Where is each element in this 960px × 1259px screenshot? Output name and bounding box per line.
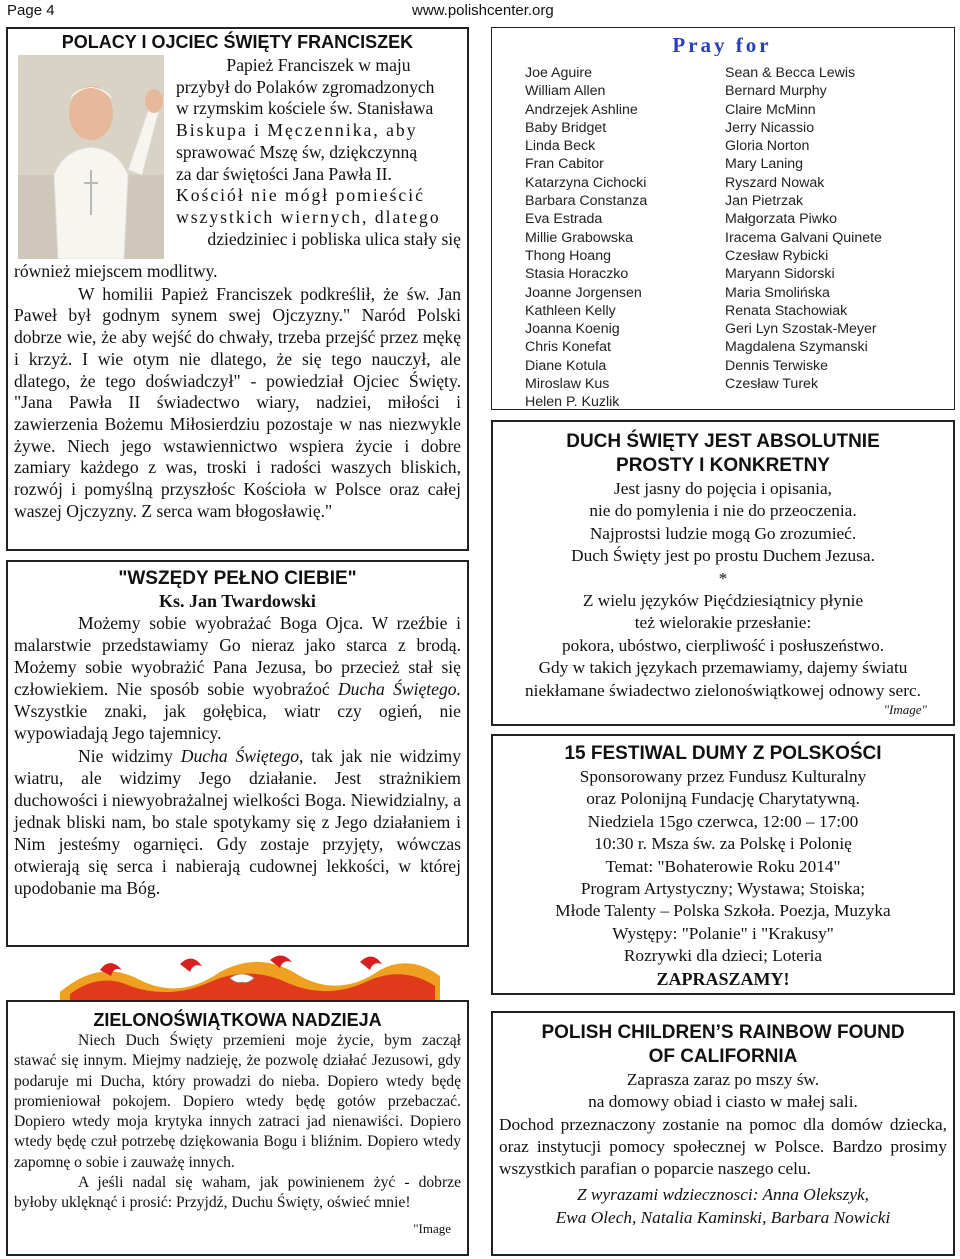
prayer-name: Miroslaw Kus bbox=[525, 376, 610, 393]
pray-for-box bbox=[491, 27, 955, 410]
pope-line: dziedziniec i pobliska ulica stały się bbox=[207, 228, 461, 249]
duch-line: pokora, ubóstwo, cierpliwość i posłuszeństwo. bbox=[561, 635, 885, 655]
prayer-name: Sean & Becca Lewis bbox=[725, 65, 856, 81]
prayer-name: Jerry Nicassio bbox=[725, 119, 815, 136]
pope-article bbox=[6, 27, 469, 551]
prayer-name: Bernard Murphy bbox=[725, 83, 827, 100]
duch-title-line-1: DUCH ŚWIĘTY JEST ABSOLUTNIE bbox=[566, 431, 880, 452]
pope-line: Biskupa i Męczennika, aby bbox=[176, 120, 418, 141]
duch-line: Duch Święty jest po prostu Duchem Jezusa. bbox=[571, 546, 875, 566]
svg-text:Pray for: Pray for bbox=[672, 34, 772, 56]
prayer-name: Barbara Constanza bbox=[525, 193, 648, 210]
prayer-name: Stasia Horaczko bbox=[525, 266, 629, 283]
duch-line: nie do pomylenia i nie do przeoczenia. bbox=[589, 501, 857, 521]
prayer-name: Katarzyna Cichocki bbox=[525, 174, 647, 191]
pope-line: przybył do Polaków zgromadzonych bbox=[176, 76, 435, 97]
wszedzie-title: "WSZĘDY PEŁNO CIEBIE" bbox=[118, 568, 357, 589]
rainbow-line: Zaprasza zaraz po mszy św. bbox=[626, 1070, 820, 1089]
festiwal-line: Niedziela 15go czerwca, 12:00 – 17:00 bbox=[587, 811, 859, 831]
prayer-name: Magdalena Szymanski bbox=[725, 339, 868, 356]
duch-line: Najprostsi ludzie mogą Go zrozumieć. bbox=[589, 523, 857, 543]
prayer-name: Kathleen Kelly bbox=[525, 302, 616, 319]
prayer-name: Linda Beck bbox=[525, 138, 596, 155]
prayer-name: Baby Bridget bbox=[525, 119, 607, 136]
rainbow-title-line-2: OF CALIFORNIA bbox=[648, 1046, 798, 1067]
pray-for-logo bbox=[642, 34, 802, 56]
duch-swiety-box bbox=[491, 420, 955, 726]
pope-line: za dar świętości Jana Pawła II. bbox=[176, 163, 392, 184]
prayer-name: Iracema Galvani Quinete bbox=[725, 229, 882, 246]
rainbow-body: Dochod przeznaczony zostanie na pomoc dla domów dziecka, oraz instytucji pomocy społecznej w Polsce. Bardzo prosimy wszystkich parafian o poparcie naszego celu. bbox=[499, 1114, 947, 1179]
prayer-name: Chris Konefat bbox=[525, 339, 611, 356]
wszedzie-article bbox=[6, 560, 469, 947]
website-link[interactable]: www.polishcenter.org bbox=[412, 2, 554, 19]
pope-line: w rzymskim kościele św. Stanisława bbox=[176, 98, 434, 119]
festiwal-line: Młode Talenty – Polska Szkoła. Poezja, Muzyka bbox=[555, 901, 891, 921]
prayer-name: Jan Pietrzak bbox=[725, 193, 804, 210]
prayer-name: Maryann Sidorski bbox=[725, 266, 835, 283]
pope-photo bbox=[18, 55, 164, 259]
prayer-name: Thong Hoang bbox=[525, 247, 611, 264]
rainbow-thanks-line: Z wyrazami wdziecznosci: Anna Olekszyk, bbox=[577, 1185, 869, 1205]
prayer-name: Joanna Koenig bbox=[525, 321, 620, 338]
rainbow-line: na domowy obiad i ciasto w małej sali. bbox=[588, 1092, 858, 1112]
prayer-name: Mary Laning bbox=[725, 156, 804, 173]
prayer-name: Maria Smolińska bbox=[725, 284, 830, 301]
duch-line: Jest jasny do pojęcia i opisania, bbox=[614, 479, 832, 498]
festiwal-line: Rozrywki dla dzieci; Loteria bbox=[623, 946, 823, 966]
prayer-name: Ryszard Nowak bbox=[725, 174, 825, 191]
duch-lines bbox=[497, 478, 949, 702]
prayer-name: Czesław Rybicki bbox=[725, 247, 829, 264]
zielonoswiatkowa-title: ZIELONOŚWIĄTKOWA NADZIEJA bbox=[93, 1010, 382, 1030]
prayer-name: Dennis Terwiske bbox=[725, 357, 829, 374]
prayer-name: Geri Lyn Szostak-Meyer bbox=[725, 321, 877, 338]
festiwal-line: Występy: "Polanie" i "Krakusy" bbox=[612, 923, 834, 943]
prayer-name: Eva Estrada bbox=[525, 211, 603, 228]
festiwal-line: Temat: "Bohaterowie Roku 2014" bbox=[605, 856, 841, 876]
festiwal-closing: ZAPRASZAMY! bbox=[656, 968, 790, 989]
duch-line: Gdy w takich językach przemawiamy, dajemy światu bbox=[538, 658, 908, 678]
festiwal-title: 15 FESTIWAL DUMY Z POLSKOŚCI bbox=[564, 743, 882, 764]
pope-homily-paragraph: W homilii Papież Franciszek podkreślił, że św. Jan Paweł był godnym synem swej Ojczyzny." Naród Polski dobrze wie, że aby wejść do chwały, trzeba przejść przez mękę i krzyż. I wie otym nie dlatego, że się tego nauczył, ale dlatego, że tego doświadczył" - powiedział Ojciec Święty. "Jana Pawła II świadectwo wiary, nadziei, miłości i zawierzenia Bożemu Miłosierdziu pozostaje w nas niezwykle żywe. Niech jego wstawiennictwo wspiera życie i dobre zamiary każdego z was, troski i radości waszych bliskich, rozwój i pomyślną przyszłośc Kościoła w Polsce oraz całej waszej Ojczyzny. Z serca wam błogosławię." bbox=[14, 283, 461, 521]
zielonoswiatkowa-paragraph-1: Niech Duch Święty przemieni moje życie, bym zaczął stawać się innym. Miejmy nadzieję, że pozwolę działać Jezusowi, gdy podaruje mi Ducha, który prowadzi do nieba. Dopiero wtedy będę promieniował pokojem. Dopiero wtedy będę gotów przebaczać. Dopiero wtedy moja krytyka innych zatraci jad nienawiści. Dopiero wtedy będę czuł potrzebę dziękowania Bogu i bliźnim. Dopiero wtedy zapomnę o sobie i zauważę innych. bbox=[14, 1032, 461, 1171]
page-number: Page 4 bbox=[7, 2, 55, 19]
pope-paragraph-end: również miejscem modlitwy. bbox=[14, 261, 218, 281]
wszedzie-paragraph-1: Możemy sobie wyobrażać Boga Ojca. W rzeźbie i malarstwie przedstawiamy Go nieraz jako starca z brodą. Możemy sobie wyobrażić Pana Jezusa, bo przecież stał się człowiekiem. Nie sposób sobie wyobraźoć Ducha Świętego. Wszystkie znaki, jak gołębica, wiatr czy ogień, nie wypowiadają Jego tajemnicy. bbox=[14, 613, 461, 744]
wszedzie-author: Ks. Jan Twardowski bbox=[159, 591, 316, 611]
prayer-name: Millie Grabowska bbox=[525, 229, 634, 246]
rainbow-thanks-line: Ewa Olech, Natalia Kaminski, Barbara Nowicki bbox=[555, 1207, 891, 1227]
prayer-names-left bbox=[525, 64, 647, 412]
prayer-name: Małgorzata Piwko bbox=[725, 211, 837, 228]
prayer-name: Andrzejek Ashline bbox=[525, 101, 638, 118]
image-note: "Image bbox=[413, 1220, 451, 1236]
prayer-names-right bbox=[725, 64, 882, 393]
prayer-name: William Allen bbox=[525, 83, 606, 100]
prayer-name: Gloria Norton bbox=[725, 138, 810, 155]
rainbow-box bbox=[491, 1011, 955, 1256]
image-note: "Image" bbox=[883, 702, 927, 718]
rainbow-title-line-1: POLISH CHILDREN’S RAINBOW FOUND bbox=[541, 1022, 905, 1043]
zielonoswiatkowa-article bbox=[6, 1000, 469, 1256]
pope-article-title: POLACY I OJCIEC ŚWIĘTY FRANCISZEK bbox=[61, 32, 414, 52]
festiwal-line: Program Artystyczny; Wystawa; Stoiska; bbox=[580, 879, 866, 899]
prayer-name: Joe Aguire bbox=[525, 65, 593, 81]
duch-line: też wielorakie przesłanie: bbox=[634, 613, 812, 633]
duch-line: * bbox=[718, 568, 728, 588]
festiwal-box bbox=[491, 734, 955, 995]
prayer-name: Fran Cabitor bbox=[525, 156, 604, 173]
wszedzie-paragraph-2: Nie widzimy Ducha Świętego, tak jak nie widzimy wiatru, ale widzimy Jego działanie. Jest strażnikiem duchowości i niewyobrażalnej wielkości Boga. Niewidzialny, a jednak bliski nam, bo stale spotykamy się z Jego działaniem i Nim jesteśmy ogarnięci. Gdy zostaje przyjęty, wówczas otwierają się serca i nabierają cudownej lekkości, w której upodobanie ma Bóg. bbox=[14, 745, 461, 899]
pope-line: Papież Franciszek w maju bbox=[226, 55, 411, 75]
festiwal-line: 10:30 r. Msza św. za Polskę i Polonię bbox=[594, 834, 852, 854]
prayer-name: Czesław Turek bbox=[725, 376, 819, 393]
zielonoswiatkowa-paragraph-2: A jeśli nadal się waham, jak powinienem żyć - dobrze byłoby uklęknąć i prosić: Przyjdź, Duchu Święty, oświeć mnie! "Image bbox=[14, 1173, 461, 1214]
pope-line: Kościół nie mógł pomieścić bbox=[176, 185, 425, 206]
duch-line: Z wielu języków Pięćdziesiątnicy płynie bbox=[582, 591, 864, 611]
prayer-name: Claire McMinn bbox=[725, 101, 816, 118]
pope-photo-icon bbox=[18, 55, 164, 259]
pope-line: wszystkich wiernych, dlatego bbox=[176, 206, 441, 227]
duch-line: niekłamane świadectwo zielonoświątkowej odnowy serc. bbox=[525, 680, 921, 700]
festiwal-lines bbox=[497, 766, 949, 968]
flame-dove-banner-icon bbox=[60, 950, 440, 1000]
festiwal-line: Sponsorowany przez Fundusz Kulturalny bbox=[579, 767, 867, 786]
pope-line: sprawować Mszę św, dziękczynną bbox=[176, 141, 418, 162]
duch-title-line-2: PROSTY I KONKRETNY bbox=[616, 455, 830, 476]
prayer-name: Helen P. Kuzlik bbox=[525, 394, 620, 411]
festiwal-line: oraz Polonijną Fundację Charytatywną. bbox=[586, 789, 860, 809]
prayer-name: Renata Stachowiak bbox=[725, 302, 848, 319]
prayer-name: Diane Kotula bbox=[525, 357, 607, 374]
prayer-name: Joanne Jorgensen bbox=[525, 284, 642, 301]
